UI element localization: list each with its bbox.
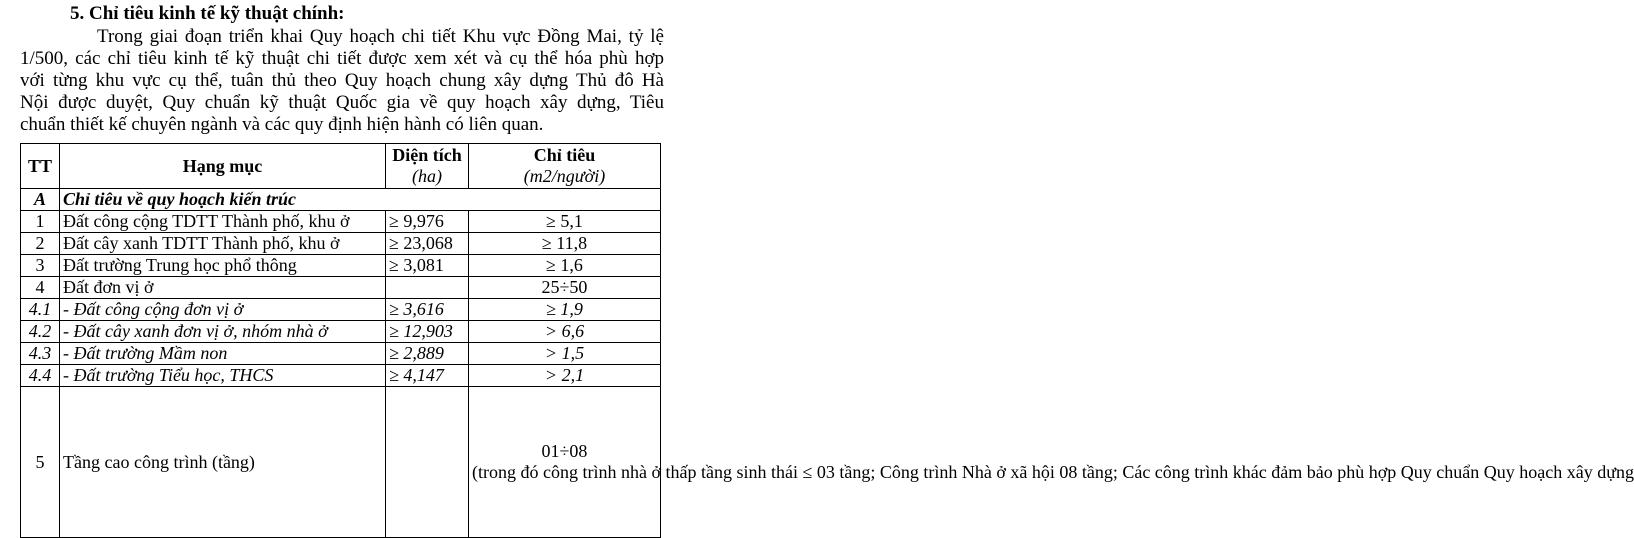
row-name: Đất cây xanh TDTT Thành phố, khu ở <box>60 233 386 255</box>
paragraph-line: 1/500, các chỉ tiêu kinh tế kỹ thuật chi tiết được xem xét và cụ thể hóa phù hợp <box>20 48 664 69</box>
row-indicator: ≥ 11,8 <box>469 233 661 255</box>
row-indicator: ≥ 1,9 <box>469 299 661 321</box>
table-row <box>21 299 661 321</box>
row-tt: 3 <box>21 255 60 277</box>
row-area <box>386 277 469 299</box>
row-indicator: > 2,1 <box>469 365 661 387</box>
row-area: ≥ 4,147 <box>386 365 469 387</box>
table-row <box>21 277 661 299</box>
table-header-row <box>21 144 661 189</box>
row-area <box>386 387 469 538</box>
header-indicator-unit: (m2/người) <box>523 166 606 186</box>
row-tt: 2 <box>21 233 60 255</box>
section-heading: 5. Chỉ tiêu kinh tế kỹ thuật chính: <box>70 3 345 24</box>
header-indicator <box>469 144 661 189</box>
paragraph-line: Trong giai đoạn triển khai Quy hoạch chi tiết Khu vực Đồng Mai, tỷ lệ <box>97 26 664 47</box>
header-tt: TT <box>21 144 60 189</box>
row-name: - Đất trường Mầm non <box>60 343 386 365</box>
row-area: ≥ 3,616 <box>386 299 469 321</box>
row-tt: 4.4 <box>21 365 60 387</box>
row-indicator: ≥ 1,6 <box>469 255 661 277</box>
row-name: Tầng cao công trình (tầng) <box>60 387 386 538</box>
table-row <box>21 365 661 387</box>
row-indicator: > 1,5 <box>469 343 661 365</box>
section-tt: A <box>21 189 60 211</box>
row-indicator: > 6,6 <box>469 321 661 343</box>
floors-note: (trong đó công trình nhà ở thấp tầng sinh thái ≤ 03 tầng; Công trình Nhà ở xã hội 08 tầng; Các công trình khác đảm bảo phù hợp Quy chuẩn Quy hoạch xây dựng <box>472 462 1634 482</box>
row-area: ≥ 9,976 <box>386 211 469 233</box>
row-name: - Đất công cộng đơn vị ở <box>60 299 386 321</box>
row-tt: 1 <box>21 211 60 233</box>
paragraph-line: Nội được duyệt, Quy chuẩn kỹ thuật Quốc gia về quy hoạch xây dựng, Tiêu <box>20 92 664 113</box>
header-indicator-label: Chỉ tiêu <box>533 145 596 165</box>
table-row <box>21 233 661 255</box>
header-area <box>386 144 469 189</box>
intro-paragraph <box>20 26 664 136</box>
floors-range: 01÷08 <box>541 441 588 461</box>
row-area: ≥ 3,081 <box>386 255 469 277</box>
section-label: Chỉ tiêu về quy hoạch kiến trúc <box>60 189 661 211</box>
row-name: Đất trường Trung học phổ thông <box>60 255 386 277</box>
indicators-table <box>20 143 1634 538</box>
row-area: ≥ 23,068 <box>386 233 469 255</box>
header-area-label: Diện tích <box>392 145 462 165</box>
row-area: ≥ 2,889 <box>386 343 469 365</box>
row-name: - Đất cây xanh đơn vị ở, nhóm nhà ở <box>60 321 386 343</box>
row-name: Đất đơn vị ở <box>60 277 386 299</box>
row-indicator: ≥ 5,1 <box>469 211 661 233</box>
row-indicator <box>469 387 1634 538</box>
table-row-floors <box>21 387 661 538</box>
row-tt: 5 <box>21 387 60 538</box>
header-area-unit: (ha) <box>412 166 442 186</box>
header-item: Hạng mục <box>60 144 386 189</box>
row-name: Đất công cộng TDTT Thành phố, khu ở <box>60 211 386 233</box>
row-tt: 4.1 <box>21 299 60 321</box>
row-tt: 4.2 <box>21 321 60 343</box>
row-indicator: 25÷50 <box>469 277 661 299</box>
paragraph-line: chuẩn thiết kế chuyên ngành và các quy định hiện hành có liên quan. <box>20 114 544 135</box>
table-row <box>21 211 661 233</box>
row-tt: 4 <box>21 277 60 299</box>
table-row <box>21 321 661 343</box>
table-row <box>21 343 661 365</box>
row-tt: 4.3 <box>21 343 60 365</box>
section-row-a <box>21 189 661 211</box>
row-area: ≥ 12,903 <box>386 321 469 343</box>
paragraph-line: với từng khu vực cụ thể, tuân thủ theo Quy hoạch chung xây dựng Thủ đô Hà <box>20 70 664 91</box>
table-row <box>21 255 661 277</box>
row-name: - Đất trường Tiểu học, THCS <box>60 365 386 387</box>
